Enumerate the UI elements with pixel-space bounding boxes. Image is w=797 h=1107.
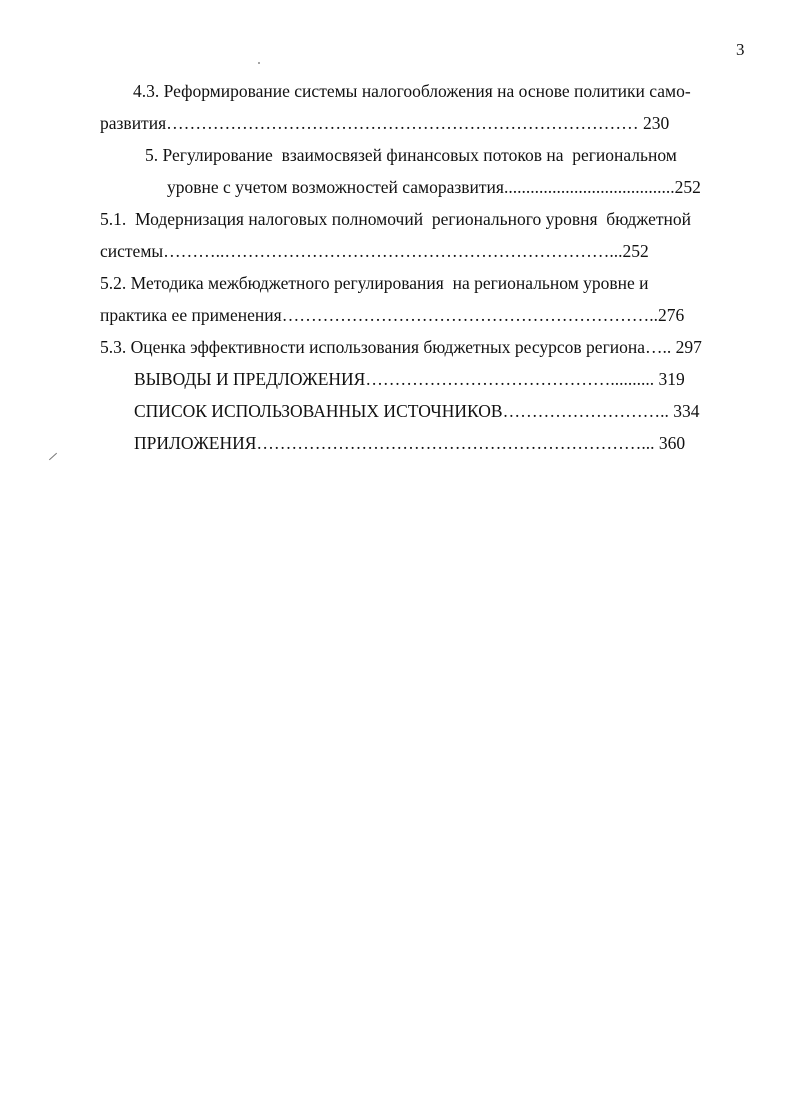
scan-mark	[49, 453, 57, 460]
page-number: 3	[736, 40, 745, 59]
toc-line: 5.3. Оценка эффективности использования бюджетных ресурсов региона….. 297	[100, 337, 702, 357]
toc-line: 5. Регулирование взаимосвязей финансовых потоков на региональном	[145, 145, 677, 165]
toc-line: ВЫВОДЫ И ПРЕДЛОЖЕНИЯ…………………………………….......... 319	[134, 369, 685, 389]
toc-line: развития……………………………………………………………………… 230	[100, 113, 670, 133]
toc-line: практика ее применения………………………………………………………..276	[100, 305, 685, 325]
toc-line: 5.2. Методика межбюджетного регулирования на региональном уровне и	[100, 273, 649, 293]
toc-line: 5.1. Модернизация налоговых полномочий регионального уровня бюджетной	[100, 209, 692, 229]
toc-line: системы………..…………………………………………………………...252	[100, 241, 649, 261]
scan-dot	[258, 62, 260, 64]
toc-line: 4.3. Реформирование системы налогообложения на основе политики само-	[133, 81, 691, 101]
toc-line: СПИСОК ИСПОЛЬЗОВАННЫХ ИСТОЧНИКОВ……………………….. 334	[134, 401, 700, 421]
toc-line: ПРИЛОЖЕНИЯ…………………………………………………………... 360	[134, 433, 686, 453]
toc-line: уровне с учетом возможностей саморазвития.......................................252	[167, 177, 701, 197]
